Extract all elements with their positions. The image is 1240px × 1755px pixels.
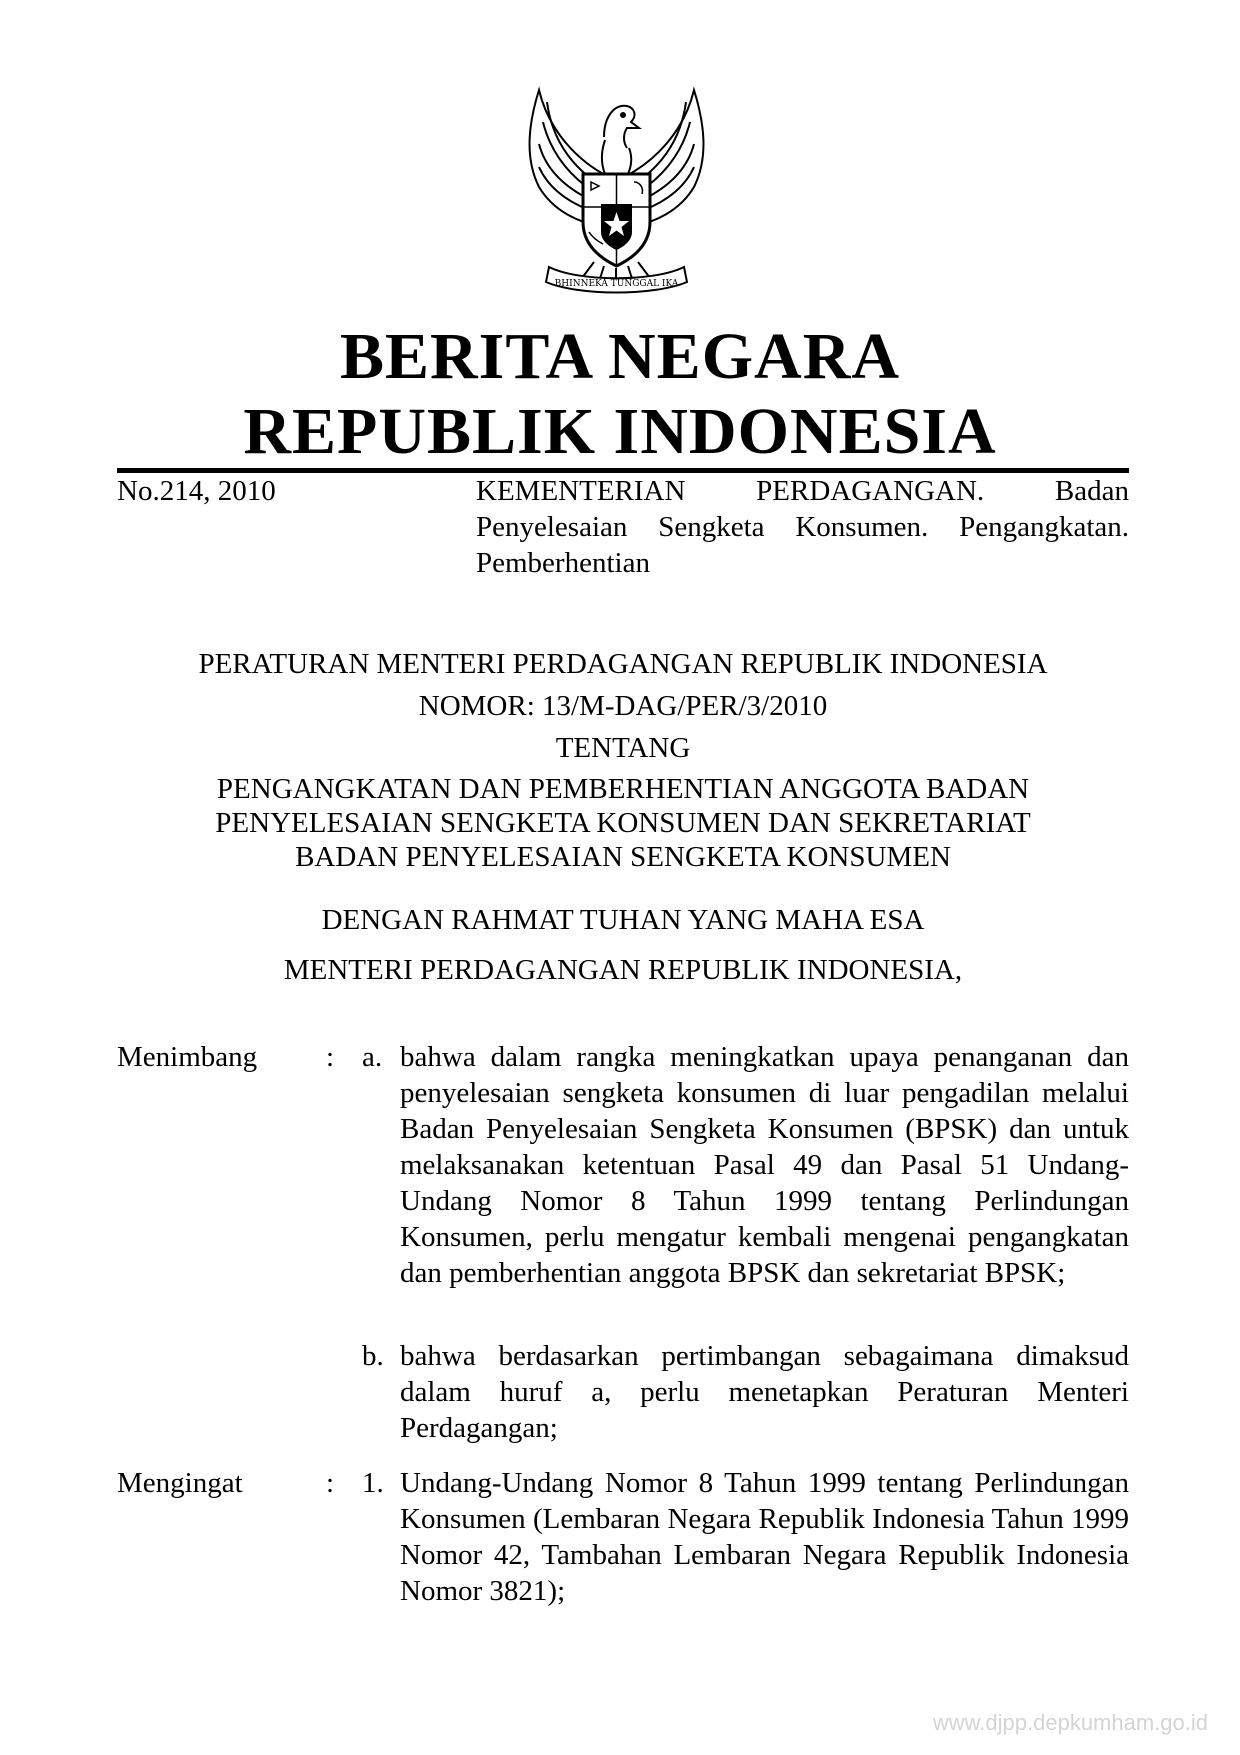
source-watermark: www.djpp.depkumham.go.id: [932, 1710, 1208, 1735]
mengingat-label: Mengingat: [117, 1467, 243, 1499]
mengingat-item-marker: 1.: [362, 1467, 384, 1499]
menimbang-item-marker: b.: [362, 1340, 384, 1372]
menimbang-item-text: bahwa berdasarkan pertimbangan sebagaimana dimaksud dalam huruf a, perlu menetapkan Peraturan Menteri Perdagangan;: [400, 1340, 1129, 1444]
mengingat-item-text: Undang-Undang Nomor 8 Tahun 1999 tentang Perlindungan Konsumen (Lembaran Negara Republik Indonesia Tahun 1999 Nomor 42, Tambahan Lembaran Negara Republik Indonesia Nomor 3821);: [400, 1467, 1129, 1607]
regulation-title: PERATURAN MENTERI PERDAGANGAN REPUBLIK INDONESIA: [198, 648, 1048, 680]
mengingat-colon: :: [326, 1467, 335, 1499]
regulation-subject-line-1: PENGANGKATAN DAN PEMBERHENTIAN ANGGOTA BADAN: [216, 773, 1030, 805]
garuda-pancasila-emblem-icon: [509, 82, 724, 300]
gazette-subject: KEMENTERIAN PERDAGANGAN. Badan Penyelesaian Sengketa Konsumen. Pengangkatan. Pemberhentian: [476, 475, 1129, 579]
masthead-line-2: REPUBLIK INDONESIA: [243, 395, 997, 468]
gazette-number: No.214, 2010: [117, 475, 276, 507]
regulation-about: TENTANG: [555, 732, 691, 764]
invocation: DENGAN RAHMAT TUHAN YANG MAHA ESA: [321, 904, 925, 936]
regulation-number: NOMOR: 13/M-DAG/PER/3/2010: [418, 690, 828, 722]
menimbang-colon: :: [326, 1041, 335, 1073]
menimbang-item-marker: a.: [362, 1041, 383, 1073]
masthead-line-1: BERITA NEGARA: [339, 320, 901, 393]
authority: MENTERI PERDAGANGAN REPUBLIK INDONESIA,: [283, 954, 963, 986]
emblem-motto: BHINNEKA TUNGGAL IKA: [554, 279, 679, 289]
regulation-subject-line-3: BADAN PENYELESAIAN SENGKETA KONSUMEN: [295, 841, 951, 873]
menimbang-label: Menimbang: [117, 1041, 258, 1073]
menimbang-item-text: bahwa dalam rangka meningkatkan upaya penanganan dan penyelesaian sengketa konsumen di luar pengadilan melalui Badan Penyelesaian Sengketa Konsumen (BPSK) dan untuk melaksanakan ketentuan Pasal 49 dan Pasal 51 Undang-Undang Nomor 8 Tahun 1999 tentang Perlindungan Konsumen, perlu mengatur kembali mengenai pengangkatan dan pemberhentian anggota BPSK dan sekretariat BPSK;: [400, 1041, 1129, 1289]
regulation-subject-line-2: PENYELESAIAN SENGKETA KONSUMEN DAN SEKRETARIAT: [215, 807, 1031, 839]
